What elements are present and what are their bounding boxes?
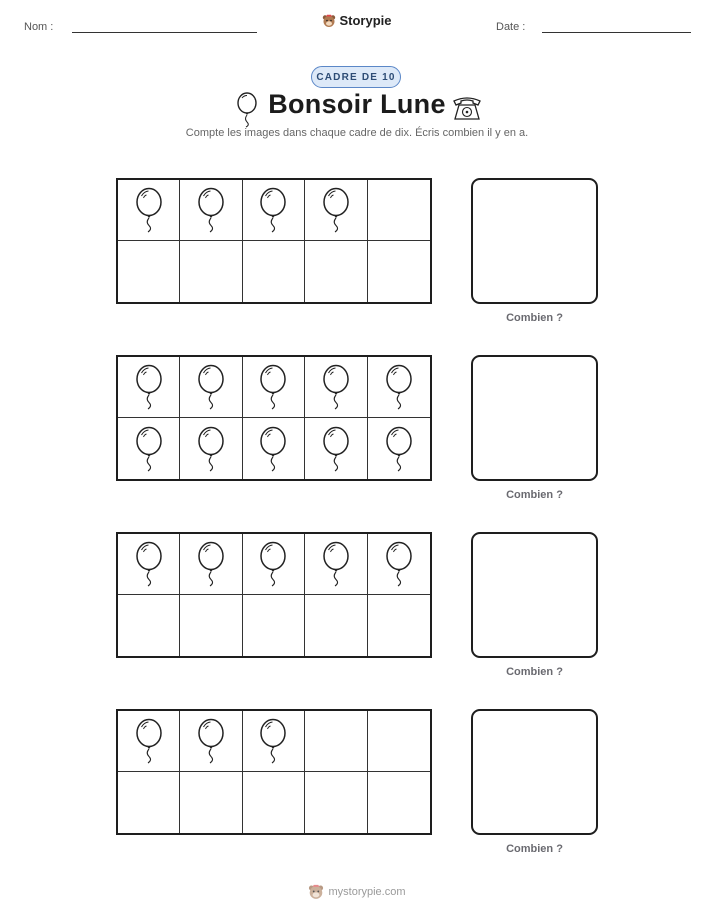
frame-cell xyxy=(243,418,305,479)
frame-cell xyxy=(243,357,305,418)
balloon-icon xyxy=(134,541,164,587)
ten-frame-3 xyxy=(116,532,432,658)
worksheet-type-badge: CADRE DE 10 xyxy=(311,66,401,88)
frame-cell xyxy=(368,595,430,656)
name-field-line[interactable] xyxy=(72,32,257,33)
frame-cell xyxy=(118,357,180,418)
frame-cell xyxy=(368,711,430,772)
frame-cell xyxy=(118,241,180,302)
date-label: Date : xyxy=(496,21,526,33)
frame-cell xyxy=(180,418,242,479)
footer-url: mystorypie.com xyxy=(328,886,406,898)
answer-box-1[interactable] xyxy=(471,178,598,304)
frame-cell xyxy=(305,772,367,833)
brand-name: Storypie xyxy=(339,13,392,28)
frame-cell xyxy=(243,534,305,595)
balloon-icon xyxy=(134,426,164,472)
telephone-icon xyxy=(451,95,483,121)
balloon-icon xyxy=(196,364,226,410)
answer-label-1: Combien ? xyxy=(506,312,563,324)
frame-cell xyxy=(305,595,367,656)
answer-label-4: Combien ? xyxy=(506,843,563,855)
balloon-icon xyxy=(321,187,351,233)
balloon-icon xyxy=(196,187,226,233)
balloon-icon xyxy=(384,541,414,587)
balloon-icon xyxy=(258,718,288,764)
balloon-icon xyxy=(321,541,351,587)
bear-logo-icon xyxy=(322,14,336,28)
frame-cell xyxy=(118,711,180,772)
frame-cell xyxy=(368,180,430,241)
bear-logo-icon xyxy=(308,884,324,900)
frame-cell xyxy=(243,180,305,241)
frame-cell xyxy=(180,357,242,418)
frame-cell xyxy=(243,595,305,656)
date-field-line[interactable] xyxy=(542,32,691,33)
frame-cell xyxy=(118,534,180,595)
ten-frame-4 xyxy=(116,709,432,835)
frame-cell xyxy=(118,418,180,479)
balloon-icon xyxy=(134,187,164,233)
ten-frame-2 xyxy=(116,355,432,481)
name-label: Nom : xyxy=(24,21,54,33)
frame-cell xyxy=(118,595,180,656)
balloon-icon xyxy=(134,718,164,764)
balloon-icon xyxy=(258,364,288,410)
answer-box-4[interactable] xyxy=(471,709,598,835)
answer-label-3: Combien ? xyxy=(506,666,563,678)
frame-cell xyxy=(305,711,367,772)
frame-cell xyxy=(305,534,367,595)
frame-cell xyxy=(305,180,367,241)
answer-box-2[interactable] xyxy=(471,355,598,481)
frame-cell xyxy=(243,241,305,302)
frame-cell xyxy=(305,241,367,302)
frame-cell xyxy=(180,241,242,302)
answer-label-2: Combien ? xyxy=(506,489,563,501)
brand-logo xyxy=(0,13,714,28)
answer-box-3[interactable] xyxy=(471,532,598,658)
balloon-icon xyxy=(196,541,226,587)
frame-cell xyxy=(368,241,430,302)
page-title: Bonsoir Lune xyxy=(268,89,446,119)
balloon-icon xyxy=(196,718,226,764)
balloon-icon xyxy=(321,364,351,410)
frame-cell xyxy=(118,772,180,833)
balloon-icon xyxy=(196,426,226,472)
balloon-icon xyxy=(384,426,414,472)
instructions: Compte les images dans chaque cadre de dix. Écris combien il y en a. xyxy=(185,127,529,139)
frame-cell xyxy=(180,772,242,833)
frame-cell xyxy=(180,595,242,656)
frame-cell xyxy=(368,772,430,833)
frame-cell xyxy=(180,711,242,772)
balloon-icon xyxy=(258,541,288,587)
frame-cell xyxy=(368,418,430,479)
frame-cell xyxy=(368,357,430,418)
balloon-icon xyxy=(258,187,288,233)
frame-cell xyxy=(243,711,305,772)
balloon-icon xyxy=(384,364,414,410)
frame-cell xyxy=(180,180,242,241)
frame-cell xyxy=(305,418,367,479)
frame-cell xyxy=(243,772,305,833)
balloon-icon xyxy=(134,364,164,410)
ten-frame-1 xyxy=(116,178,432,304)
frame-cell xyxy=(180,534,242,595)
frame-cell xyxy=(305,357,367,418)
frame-cell xyxy=(118,180,180,241)
footer xyxy=(0,884,714,900)
balloon-icon xyxy=(321,426,351,472)
frame-cell xyxy=(368,534,430,595)
balloon-icon xyxy=(258,426,288,472)
